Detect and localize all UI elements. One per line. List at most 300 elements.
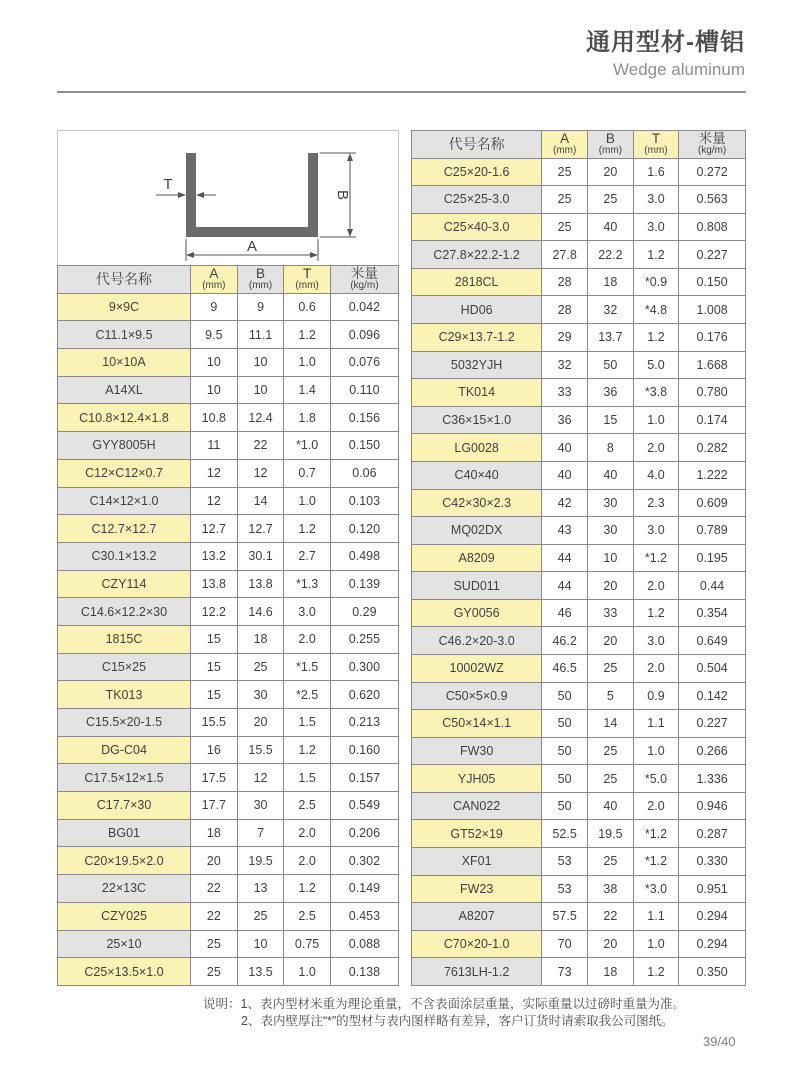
value-cell: *1.2: [633, 544, 678, 572]
table-row: [58, 764, 399, 792]
right-spec-table: [411, 130, 746, 986]
table-row: [412, 930, 746, 958]
value-cell: 20: [588, 158, 634, 186]
value-cell: 1.0: [284, 349, 330, 377]
dim-a-label: A: [246, 238, 258, 255]
page-number: 39/40: [703, 1034, 736, 1049]
value-cell: 42: [542, 489, 588, 517]
value-cell: 25: [588, 765, 634, 793]
dim-b-arrow-top: [347, 153, 353, 161]
table-row: [412, 241, 746, 269]
dim-t-label: T: [163, 176, 173, 193]
table-row: [58, 792, 399, 820]
table-row: [58, 404, 399, 432]
table-row: [58, 459, 399, 487]
value-cell: 13.8: [237, 570, 284, 598]
value-cell: 0.266: [679, 737, 746, 765]
table-row: [412, 186, 746, 214]
profile-code-cell: C25×13.5×1.0: [58, 958, 191, 986]
value-cell: 0.808: [679, 213, 746, 241]
value-cell: 0.75: [284, 930, 330, 958]
value-cell: 1.1: [633, 710, 678, 738]
value-cell: 0.789: [679, 517, 746, 545]
value-cell: 1.0: [284, 958, 330, 986]
footnotes: [203, 996, 685, 1030]
value-cell: 13.8: [191, 570, 238, 598]
value-cell: 46: [542, 599, 588, 627]
table-row: [58, 625, 399, 653]
profile-code-cell: GYY8005H: [58, 432, 191, 460]
value-cell: *1.3: [284, 570, 330, 598]
profile-code-cell: CZY114: [58, 570, 191, 598]
profile-code-cell: C20×19.5×2.0: [58, 847, 191, 875]
col-header-name: 代号名称: [412, 131, 542, 159]
profile-code-cell: FW30: [412, 737, 542, 765]
table-row: [412, 958, 746, 986]
value-cell: 0.139: [330, 570, 398, 598]
value-cell: 5: [588, 682, 634, 710]
value-cell: *1.2: [633, 848, 678, 876]
profile-code-cell: 9×9C: [58, 293, 191, 321]
value-cell: 3.0: [633, 517, 678, 545]
table-row: [58, 819, 399, 847]
value-cell: 1.2: [284, 321, 330, 349]
value-cell: 40: [542, 434, 588, 462]
value-cell: 52.5: [542, 820, 588, 848]
profile-code-cell: C17.5×12×1.5: [58, 764, 191, 792]
value-cell: 2.0: [284, 819, 330, 847]
value-cell: 36: [588, 379, 634, 407]
value-cell: 5.0: [633, 351, 678, 379]
profile-code-cell: BG01: [58, 819, 191, 847]
value-cell: 14: [237, 487, 284, 515]
profile-code-cell: YJH05: [412, 765, 542, 793]
page-title: 通用型材-槽铝: [586, 29, 745, 56]
value-cell: 0.287: [679, 820, 746, 848]
value-cell: 40: [542, 461, 588, 489]
channel-right-wall: [308, 153, 318, 237]
value-cell: 20: [191, 847, 238, 875]
value-cell: 0.042: [330, 293, 398, 321]
value-cell: 0.157: [330, 764, 398, 792]
value-cell: 0.076: [330, 349, 398, 377]
left-table-body: [58, 293, 399, 985]
profile-code-cell: C30.1×13.2: [58, 542, 191, 570]
value-cell: 30: [237, 681, 284, 709]
value-cell: 0.255: [330, 625, 398, 653]
table-row: [412, 903, 746, 931]
value-cell: 0.549: [330, 792, 398, 820]
value-cell: 12.4: [237, 404, 284, 432]
profile-code-cell: C46.2×20-3.0: [412, 627, 542, 655]
profile-code-cell: C14×12×1.0: [58, 487, 191, 515]
value-cell: 13.5: [237, 958, 284, 986]
table-row: [58, 515, 399, 543]
value-cell: 0.149: [330, 875, 398, 903]
value-cell: 12.2: [191, 598, 238, 626]
page-subtitle: Wedge aluminum: [613, 60, 745, 79]
table-row: [58, 487, 399, 515]
value-cell: 0.946: [679, 792, 746, 820]
profile-code-cell: C10.8×12.4×1.8: [58, 404, 191, 432]
value-cell: 7: [237, 819, 284, 847]
profile-code-cell: C12×C12×0.7: [58, 459, 191, 487]
col-header-weight: 米量 (kg/m): [330, 266, 398, 294]
value-cell: 0.302: [330, 847, 398, 875]
profile-code-cell: MQ02DX: [412, 517, 542, 545]
table-row: [412, 434, 746, 462]
value-cell: 1.2: [284, 736, 330, 764]
value-cell: 46.5: [542, 654, 588, 682]
profile-code-cell: GT52×19: [412, 820, 542, 848]
profile-code-cell: C29×13.7-1.2: [412, 324, 542, 352]
value-cell: 50: [542, 710, 588, 738]
value-cell: 43: [542, 517, 588, 545]
value-cell: 0.453: [330, 902, 398, 930]
value-cell: 57.5: [542, 903, 588, 931]
value-cell: 25: [237, 653, 284, 681]
value-cell: 50: [542, 765, 588, 793]
col-header-name: 代号名称: [58, 266, 191, 294]
channel-bottom-wall: [186, 227, 318, 237]
value-cell: 50: [588, 351, 634, 379]
channel-profile-drawing: [58, 131, 398, 265]
value-cell: 1.336: [679, 765, 746, 793]
value-cell: 33: [588, 599, 634, 627]
value-cell: 2.3: [633, 489, 678, 517]
value-cell: 1.668: [679, 351, 746, 379]
table-row: [58, 349, 399, 377]
value-cell: 19.5: [237, 847, 284, 875]
table-row: [412, 737, 746, 765]
table-row: [412, 765, 746, 793]
value-cell: 1.5: [284, 709, 330, 737]
table-row: [58, 376, 399, 404]
value-cell: 1.2: [633, 958, 678, 986]
value-cell: 32: [588, 296, 634, 324]
profile-code-cell: C50×5×0.9: [412, 682, 542, 710]
table-row: [412, 710, 746, 738]
profile-code-cell: DG-C04: [58, 736, 191, 764]
value-cell: 16: [191, 736, 238, 764]
table-row: [58, 736, 399, 764]
value-cell: 0.06: [330, 459, 398, 487]
value-cell: 1.4: [284, 376, 330, 404]
value-cell: *0.9: [633, 268, 678, 296]
value-cell: 29: [542, 324, 588, 352]
value-cell: 53: [542, 848, 588, 876]
value-cell: 30: [588, 489, 634, 517]
channel-profile-diagram: [57, 130, 399, 266]
value-cell: 22: [588, 903, 634, 931]
value-cell: 9: [237, 293, 284, 321]
value-cell: 19.5: [588, 820, 634, 848]
value-cell: 0.096: [330, 321, 398, 349]
value-cell: 13.7: [588, 324, 634, 352]
value-cell: 12.7: [237, 515, 284, 543]
table-row: [58, 321, 399, 349]
value-cell: 22: [237, 432, 284, 460]
table-row: [58, 875, 399, 903]
value-cell: 1.5: [284, 764, 330, 792]
col-header-b: B (mm): [588, 131, 634, 159]
profile-code-cell: CZY025: [58, 902, 191, 930]
table-row: [58, 570, 399, 598]
profile-code-cell: CAN022: [412, 792, 542, 820]
value-cell: 25: [542, 158, 588, 186]
value-cell: 0.150: [679, 268, 746, 296]
value-cell: 3.0: [633, 627, 678, 655]
value-cell: 10: [237, 349, 284, 377]
footnote-line-1: 说明：1、表内型材米重为理论重量，不含表面涂层重量，实际重量以过磅时重量为准。: [203, 997, 685, 1011]
value-cell: 12: [191, 459, 238, 487]
table-row: [412, 682, 746, 710]
value-cell: 15: [191, 625, 238, 653]
value-cell: 1.0: [633, 930, 678, 958]
value-cell: 32: [542, 351, 588, 379]
right-table-body: [412, 158, 746, 985]
dim-t-arrow-inner: [196, 192, 204, 198]
footnote-line-2: 2、表内壁厚注“*”的型材与表内图样略有差异，客户订货时请索取我公司图纸。: [241, 1014, 674, 1028]
value-cell: 14: [588, 710, 634, 738]
value-cell: 10: [191, 349, 238, 377]
value-cell: 2.7: [284, 542, 330, 570]
value-cell: 0.6: [284, 293, 330, 321]
table-row: [412, 572, 746, 600]
table-row: [412, 296, 746, 324]
value-cell: 50: [542, 682, 588, 710]
left-table-container: [57, 265, 399, 985]
profile-code-cell: TK013: [58, 681, 191, 709]
profile-code-cell: C36×15×1.0: [412, 406, 542, 434]
profile-code-cell: C25×25-3.0: [412, 186, 542, 214]
page-header: [586, 28, 745, 82]
dim-b-label: B: [334, 189, 351, 201]
value-cell: 9.5: [191, 321, 238, 349]
table-row: [412, 820, 746, 848]
profile-code-cell: A8209: [412, 544, 542, 572]
value-cell: 0.9: [633, 682, 678, 710]
profile-code-cell: HD06: [412, 296, 542, 324]
profile-code-cell: C42×30×2.3: [412, 489, 542, 517]
col-header-t: T (mm): [633, 131, 678, 159]
value-cell: 10.8: [191, 404, 238, 432]
value-cell: 0.780: [679, 379, 746, 407]
value-cell: 0.156: [330, 404, 398, 432]
value-cell: 0.498: [330, 542, 398, 570]
value-cell: 0.150: [330, 432, 398, 460]
value-cell: 1.008: [679, 296, 746, 324]
value-cell: 22: [191, 875, 238, 903]
table-row: [58, 958, 399, 986]
value-cell: 0.213: [330, 709, 398, 737]
value-cell: 2.0: [633, 434, 678, 462]
value-cell: 0.951: [679, 875, 746, 903]
value-cell: 25: [542, 186, 588, 214]
value-cell: 0.300: [330, 653, 398, 681]
value-cell: 25: [588, 186, 634, 214]
value-cell: 1.2: [633, 241, 678, 269]
value-cell: 44: [542, 572, 588, 600]
table-row: [412, 213, 746, 241]
table-row: [58, 293, 399, 321]
table-row: [412, 875, 746, 903]
profile-code-cell: 22×13C: [58, 875, 191, 903]
value-cell: 1.0: [284, 487, 330, 515]
profile-code-cell: C40×40: [412, 461, 542, 489]
value-cell: 2.5: [284, 792, 330, 820]
value-cell: 25: [237, 902, 284, 930]
value-cell: 1.6: [633, 158, 678, 186]
dim-b-arrow-bottom: [347, 229, 353, 237]
profile-code-cell: C17.7×30: [58, 792, 191, 820]
value-cell: 0.227: [679, 241, 746, 269]
value-cell: 0.176: [679, 324, 746, 352]
value-cell: 4.0: [633, 461, 678, 489]
value-cell: 1.2: [284, 875, 330, 903]
table-row: [412, 599, 746, 627]
profile-code-cell: LG0028: [412, 434, 542, 462]
value-cell: 33: [542, 379, 588, 407]
value-cell: 11.1: [237, 321, 284, 349]
value-cell: 9: [191, 293, 238, 321]
value-cell: 0.195: [679, 544, 746, 572]
table-row: [58, 709, 399, 737]
profile-code-cell: GY0056: [412, 599, 542, 627]
right-table-header-row: [412, 131, 746, 159]
value-cell: 0.649: [679, 627, 746, 655]
table-row: [58, 653, 399, 681]
value-cell: 18: [588, 268, 634, 296]
value-cell: 12: [237, 764, 284, 792]
table-row: [58, 432, 399, 460]
value-cell: 15: [191, 653, 238, 681]
value-cell: 25: [588, 848, 634, 876]
value-cell: 30: [588, 517, 634, 545]
value-cell: 1.2: [284, 515, 330, 543]
value-cell: *3.0: [633, 875, 678, 903]
value-cell: 13: [237, 875, 284, 903]
table-row: [412, 324, 746, 352]
profile-code-cell: C25×20-1.6: [412, 158, 542, 186]
col-header-b: B (mm): [237, 266, 284, 294]
value-cell: 18: [191, 819, 238, 847]
value-cell: 28: [542, 268, 588, 296]
value-cell: 25: [191, 958, 238, 986]
value-cell: 0.620: [330, 681, 398, 709]
profile-code-cell: 7613LH-1.2: [412, 958, 542, 986]
table-row: [412, 351, 746, 379]
value-cell: 36: [542, 406, 588, 434]
profile-code-cell: C50×14×1.1: [412, 710, 542, 738]
profile-code-cell: A14XL: [58, 376, 191, 404]
value-cell: 10: [191, 376, 238, 404]
table-row: [412, 544, 746, 572]
value-cell: 0.330: [679, 848, 746, 876]
value-cell: 25: [588, 737, 634, 765]
value-cell: 22: [191, 902, 238, 930]
value-cell: 15.5: [191, 709, 238, 737]
profile-code-cell: C15.5×20-1.5: [58, 709, 191, 737]
profile-code-cell: A8207: [412, 903, 542, 931]
value-cell: 2.0: [284, 625, 330, 653]
value-cell: 2.0: [633, 792, 678, 820]
value-cell: 50: [542, 792, 588, 820]
value-cell: 30.1: [237, 542, 284, 570]
value-cell: 0.103: [330, 487, 398, 515]
value-cell: 27.8: [542, 241, 588, 269]
value-cell: 0.088: [330, 930, 398, 958]
value-cell: 12: [191, 487, 238, 515]
value-cell: *3.8: [633, 379, 678, 407]
table-row: [58, 930, 399, 958]
value-cell: 0.227: [679, 710, 746, 738]
value-cell: 20: [588, 627, 634, 655]
profile-code-cell: 10×10A: [58, 349, 191, 377]
value-cell: 20: [588, 572, 634, 600]
channel-left-wall: [186, 153, 196, 237]
table-row: [412, 627, 746, 655]
table-row: [58, 847, 399, 875]
value-cell: 0.272: [679, 158, 746, 186]
value-cell: 1.2: [633, 599, 678, 627]
value-cell: 0.110: [330, 376, 398, 404]
value-cell: 15: [588, 406, 634, 434]
value-cell: 53: [542, 875, 588, 903]
profile-code-cell: C70×20-1.0: [412, 930, 542, 958]
value-cell: 10: [237, 376, 284, 404]
value-cell: 40: [588, 213, 634, 241]
value-cell: 18: [588, 958, 634, 986]
table-row: [412, 792, 746, 820]
value-cell: 22.2: [588, 241, 634, 269]
value-cell: *1.5: [284, 653, 330, 681]
value-cell: 0.120: [330, 515, 398, 543]
table-row: [412, 654, 746, 682]
col-header-a: A (mm): [542, 131, 588, 159]
profile-code-cell: FW23: [412, 875, 542, 903]
profile-code-cell: C14.6×12.2×30: [58, 598, 191, 626]
table-row: [412, 461, 746, 489]
table-row: [412, 406, 746, 434]
value-cell: 0.350: [679, 958, 746, 986]
profile-code-cell: XF01: [412, 848, 542, 876]
value-cell: 0.294: [679, 930, 746, 958]
dim-t-arrow-outer: [178, 192, 186, 198]
value-cell: 0.174: [679, 406, 746, 434]
value-cell: 15.5: [237, 736, 284, 764]
value-cell: 0.282: [679, 434, 746, 462]
table-row: [58, 542, 399, 570]
value-cell: 12: [237, 459, 284, 487]
value-cell: 20: [237, 709, 284, 737]
value-cell: 0.504: [679, 654, 746, 682]
value-cell: 15: [191, 681, 238, 709]
dim-a-arrow-left: [186, 252, 194, 258]
value-cell: 12.7: [191, 515, 238, 543]
col-header-a: A (mm): [191, 266, 238, 294]
value-cell: 44: [542, 544, 588, 572]
value-cell: 2.0: [633, 572, 678, 600]
value-cell: *5.0: [633, 765, 678, 793]
value-cell: 25: [588, 654, 634, 682]
value-cell: 0.563: [679, 186, 746, 214]
value-cell: 10: [588, 544, 634, 572]
value-cell: 50: [542, 737, 588, 765]
value-cell: 28: [542, 296, 588, 324]
profile-code-cell: 2818CL: [412, 268, 542, 296]
table-row: [412, 268, 746, 296]
